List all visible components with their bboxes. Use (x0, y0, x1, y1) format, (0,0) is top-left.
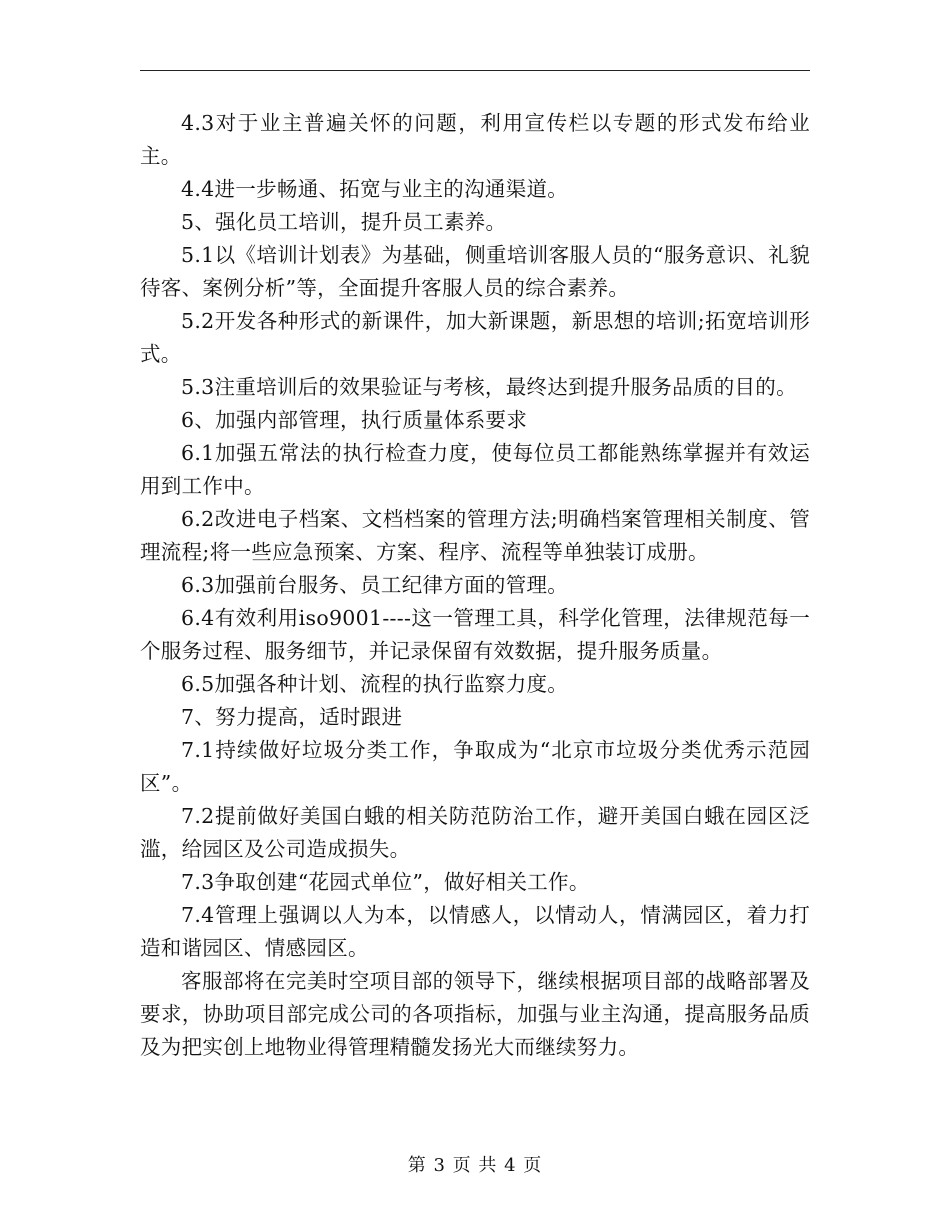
document-body (140, 107, 810, 1064)
paragraph: 5.1以《培训计划表》为基础，侧重培训客服人员的“服务意识、礼貌待客、案例分析”等，全面提升客服人员的综合素养。 (140, 243, 810, 300)
paragraph: 6、加强内部管理，执行质量体系要求 (181, 408, 528, 432)
paragraph: 5.3注重培训后的效果验证与考核，最终达到提升服务品质的目的。 (181, 375, 797, 399)
paragraph: 6.1加强五常法的执行检查力度，使每位员工都能熟练掌握并有效运用到工作中。 (140, 441, 810, 498)
page-number-footer: 第 3 页 共 4 页 (407, 1155, 543, 1176)
header-rule (140, 70, 810, 71)
paragraph: 7.3争取创建“花园式单位”，做好相关工作。 (181, 870, 590, 894)
paragraph: 6.3加强前台服务、员工纪律方面的管理。 (181, 573, 569, 597)
paragraph: 6.4有效利用iso9001----这一管理工具，科学化管理，法律规范每一个服务过程、服务细节，并记录保留有效数据，提升服务质量。 (140, 606, 810, 663)
paragraph: 7.4管理上强调以人为本，以情感人，以情动人，情满园区，着力打造和谐园区、情感园区。 (140, 903, 810, 960)
paragraph: 7.2提前做好美国白蛾的相关防范防治工作，避开美国白蛾在园区泛滥，给园区及公司造成损失。 (140, 804, 810, 861)
paragraph: 4.3对于业主普遍关怀的问题，利用宣传栏以专题的形式发布给业主。 (140, 111, 810, 168)
paragraph: 7.1持续做好垃圾分类工作，争取成为“北京市垃圾分类优秀示范园区”。 (140, 738, 810, 795)
paragraph: 5、强化员工培训，提升员工素养。 (181, 210, 507, 234)
paragraph: 6.5加强各种计划、流程的执行监察力度。 (181, 672, 569, 696)
paragraph: 客服部将在完美时空项目部的领导下，继续根据项目部的战略部署及要求，协助项目部完成公司的各项指标，加强与业主沟通，提高服务品质及为把实创上地物业得管理精髓发扬光大而继续努力。 (140, 969, 810, 1059)
paragraph: 4.4进一步畅通、拓宽与业主的沟通渠道。 (181, 177, 569, 201)
paragraph: 7、努力提高，适时跟进 (181, 705, 403, 729)
paragraph: 6.2改进电子档案、文档档案的管理方法;明确档案管理相关制度、管理流程;将一些应急预案、方案、程序、流程等单独装订成册。 (140, 507, 810, 564)
paragraph: 5.2开发各种形式的新课件，加大新课题，新思想的培训;拓宽培训形式。 (140, 309, 810, 366)
